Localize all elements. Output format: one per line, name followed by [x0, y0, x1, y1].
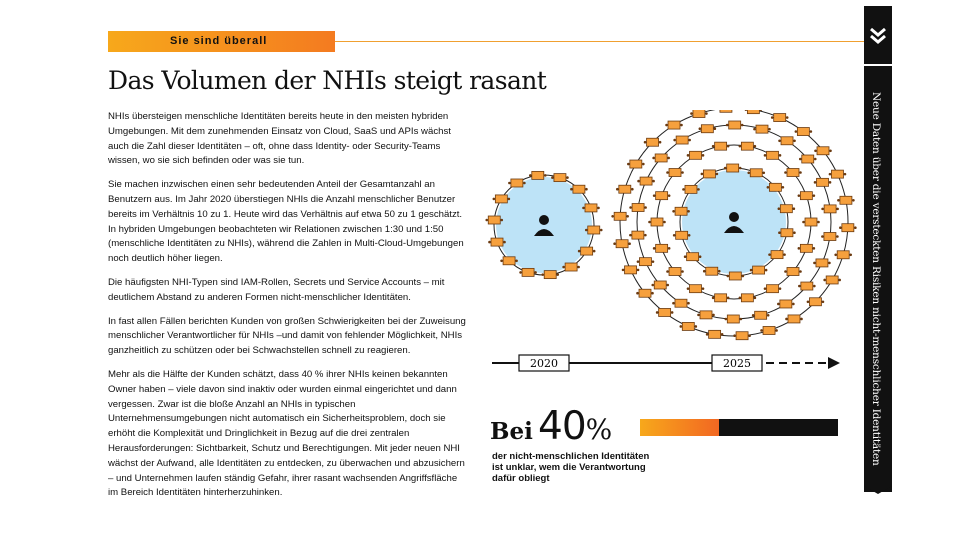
service-node-icon [784, 169, 802, 177]
service-node-icon [652, 154, 670, 162]
service-node-icon [760, 326, 778, 334]
service-node-icon [665, 121, 683, 129]
service-node-icon [701, 170, 719, 178]
stat-number: 40 [538, 404, 586, 449]
service-node-icon [712, 294, 730, 302]
service-node-icon [485, 216, 503, 224]
service-node-icon [653, 244, 671, 252]
service-node-icon [637, 177, 655, 185]
service-node-icon [834, 251, 852, 259]
section-label: Sie sind überall [170, 35, 268, 47]
service-node-icon [778, 205, 796, 213]
service-node-icon [697, 311, 715, 319]
service-node-icon [672, 299, 690, 307]
service-node-icon [727, 272, 745, 280]
nhi-growth-diagram [480, 110, 860, 375]
service-node-icon [673, 136, 691, 144]
service-node-icon [629, 231, 647, 239]
service-node-icon [541, 271, 559, 279]
stat-value [538, 404, 611, 449]
service-node-icon [726, 121, 744, 129]
stat-unit: % [585, 413, 612, 446]
service-node-icon [768, 251, 786, 259]
service-node-icon [725, 315, 743, 323]
service-node-icon [753, 125, 771, 133]
timeline-arrow [828, 357, 840, 369]
service-node-icon [839, 224, 857, 232]
service-node-icon [764, 151, 782, 159]
section-label-badge [108, 31, 335, 52]
double-chevron-down-icon [864, 6, 892, 62]
service-node-icon [673, 231, 691, 239]
service-node-icon [529, 171, 547, 179]
side-tab-toggle[interactable] [864, 6, 892, 66]
side-tab-label: Neue Daten über die versteckten Risiken nicht-menschlicher Identitäten [870, 92, 882, 466]
service-node-icon [666, 169, 684, 177]
service-node-icon [627, 160, 645, 168]
service-node-icon [764, 285, 782, 293]
stat-bar-fill [640, 419, 719, 436]
service-node-icon [747, 169, 765, 177]
service-node-icon [807, 298, 825, 306]
service-node-icon [690, 110, 708, 118]
service-node-icon [739, 142, 757, 150]
service-node-icon [562, 263, 580, 271]
service-node-icon [616, 185, 634, 193]
service-node-icon [712, 142, 730, 150]
paragraph: Sie machen inzwischen einen sehr bedeutenden Anteil der Gesamtanzahl an Benutzern aus. Im Jahr 2020 überstiegen NHIs die Anzahl menschlicher Benutzer bereits im Verhältnis 10 zu 1. Heute wird das Verhältnis auf etwa 50 zu 1 geschätzt. In hybriden Umgebungen beobachteten wir Relationen zwischen 1:30 und 1:50 (menschliche Identitäten zu NHIs), während die Zahlen in Multi-Cloud-Umgebungen noch deutlich höher liegen. [108, 179, 464, 265]
service-node-icon [551, 174, 569, 182]
service-node-icon [682, 185, 700, 193]
service-node-icon [829, 170, 847, 178]
stat-caption: der nicht-menschlichen Identitäten ist unklar, wem die Verantwortung dafür obliegt [492, 451, 650, 484]
nhi-cluster-2025 [611, 110, 856, 340]
service-node-icon [570, 185, 588, 193]
service-node-icon [488, 238, 506, 246]
service-node-icon [611, 212, 629, 220]
side-tab-notch [864, 486, 892, 494]
service-node-icon [666, 267, 684, 275]
service-node-icon [648, 218, 666, 226]
service-node-icon [795, 128, 813, 136]
service-node-icon [799, 155, 817, 163]
service-node-icon [656, 308, 674, 316]
service-node-icon [636, 289, 654, 297]
paragraph: In fast allen Fällen berichten Kunden von großen Schwierigkeiten bei der Zuweisung menschlicher Verantwortlicher für NHIs –und damit von fehlender Möglichkeit, NHIs ganzheitlich zu schützen oder bei Schwachstellen schnell zu reagieren. [108, 315, 466, 357]
service-node-icon [519, 268, 537, 276]
service-node-icon [703, 267, 721, 275]
service-node-icon [578, 247, 596, 255]
service-node-icon [750, 266, 768, 274]
service-node-icon [798, 282, 816, 290]
service-node-icon [814, 178, 832, 186]
service-node-icon [706, 330, 724, 338]
service-node-icon [778, 137, 796, 145]
service-node-icon [777, 300, 795, 308]
service-node-icon [837, 196, 855, 204]
header-rule [335, 41, 865, 42]
stat-prefix: Bei [490, 418, 533, 445]
service-node-icon [784, 267, 802, 275]
service-node-icon [802, 218, 820, 226]
timeline-label-2020: 2020 [530, 357, 558, 370]
service-node-icon [585, 226, 603, 234]
service-node-icon [771, 114, 789, 122]
page-title: Das Volumen der NHIs steigt rasant [108, 66, 547, 95]
service-node-icon [724, 164, 742, 172]
service-node-icon [679, 322, 697, 330]
service-node-icon [798, 192, 816, 200]
service-node-icon [767, 183, 785, 191]
service-node-icon [823, 276, 841, 284]
service-node-icon [745, 110, 763, 114]
paragraph: Die häufigsten NHI-Typen sind IAM-Rollen, Secrets und Service Accounts – mit deutlichem Abstand zu anderen Formen nicht-menschlicher Identitäten. [108, 276, 445, 303]
service-node-icon [493, 195, 511, 203]
paragraph: Mehr als die Hälfte der Kunden schätzt, dass 40 % ihrer NHIs keinen bekannten Owner haben – viele davon sind inaktiv oder wurden einmal eingerichtet und dann vergessen. Zwar ist die bloße Anzahl an NHIs in typischen Unternehmensumgebungen nicht automatisch ein Sicherheitsproblem, doch sie erhöht die Komplexität und Dringlichkeit in Bezug auf die drei zentralen Herausforderungen: Sichtbarkeit, Schutz und Berechtigungen. Mit jeder neuen NHI wächst der Aufwand, alle Identitäten zu entdecken, zu überwachen und abzusichern – und Unternehmen laufen ständig Gefahr, ihrer rasant wachsenden Angriffsfläche im Bereich Identitäten hinterherzuhinken. [108, 368, 465, 499]
service-node-icon [699, 125, 717, 133]
service-node-icon [637, 258, 655, 266]
nhi-cluster-2020 [485, 171, 602, 278]
paragraph: NHIs übersteigen menschliche Identitäten bereits heute in den meisten hybriden Umgebungen. Mit dem zunehmenden Einsatz von Cloud, SaaS und APIs wächst auch die Zahl dieser Identitäten – oft, ohne dass Identity- oder Security-Teams wissen, wo sie sich befinden oder was sie tun. [108, 111, 451, 167]
service-node-icon [785, 315, 803, 323]
service-node-icon [752, 311, 770, 319]
service-node-icon [687, 285, 705, 293]
service-node-icon [778, 229, 796, 237]
service-node-icon [644, 138, 662, 146]
service-node-icon [814, 147, 832, 155]
body-text [108, 110, 466, 510]
service-node-icon [687, 151, 705, 159]
service-node-icon [651, 281, 669, 289]
service-node-icon [717, 110, 735, 112]
service-node-icon [622, 266, 640, 274]
stat-bar [640, 419, 838, 436]
service-node-icon [500, 257, 518, 265]
service-node-icon [821, 232, 839, 240]
service-node-icon [798, 244, 816, 252]
service-node-icon [508, 179, 526, 187]
timeline-label-2025: 2025 [723, 357, 751, 370]
service-node-icon [672, 207, 690, 215]
service-node-icon [613, 240, 631, 248]
service-node-icon [813, 259, 831, 267]
service-node-icon [653, 192, 671, 200]
service-node-icon [582, 204, 600, 212]
service-node-icon [733, 332, 751, 340]
service-node-icon [821, 205, 839, 213]
service-node-icon [684, 253, 702, 261]
service-node-icon [739, 294, 757, 302]
service-node-icon [629, 204, 647, 212]
